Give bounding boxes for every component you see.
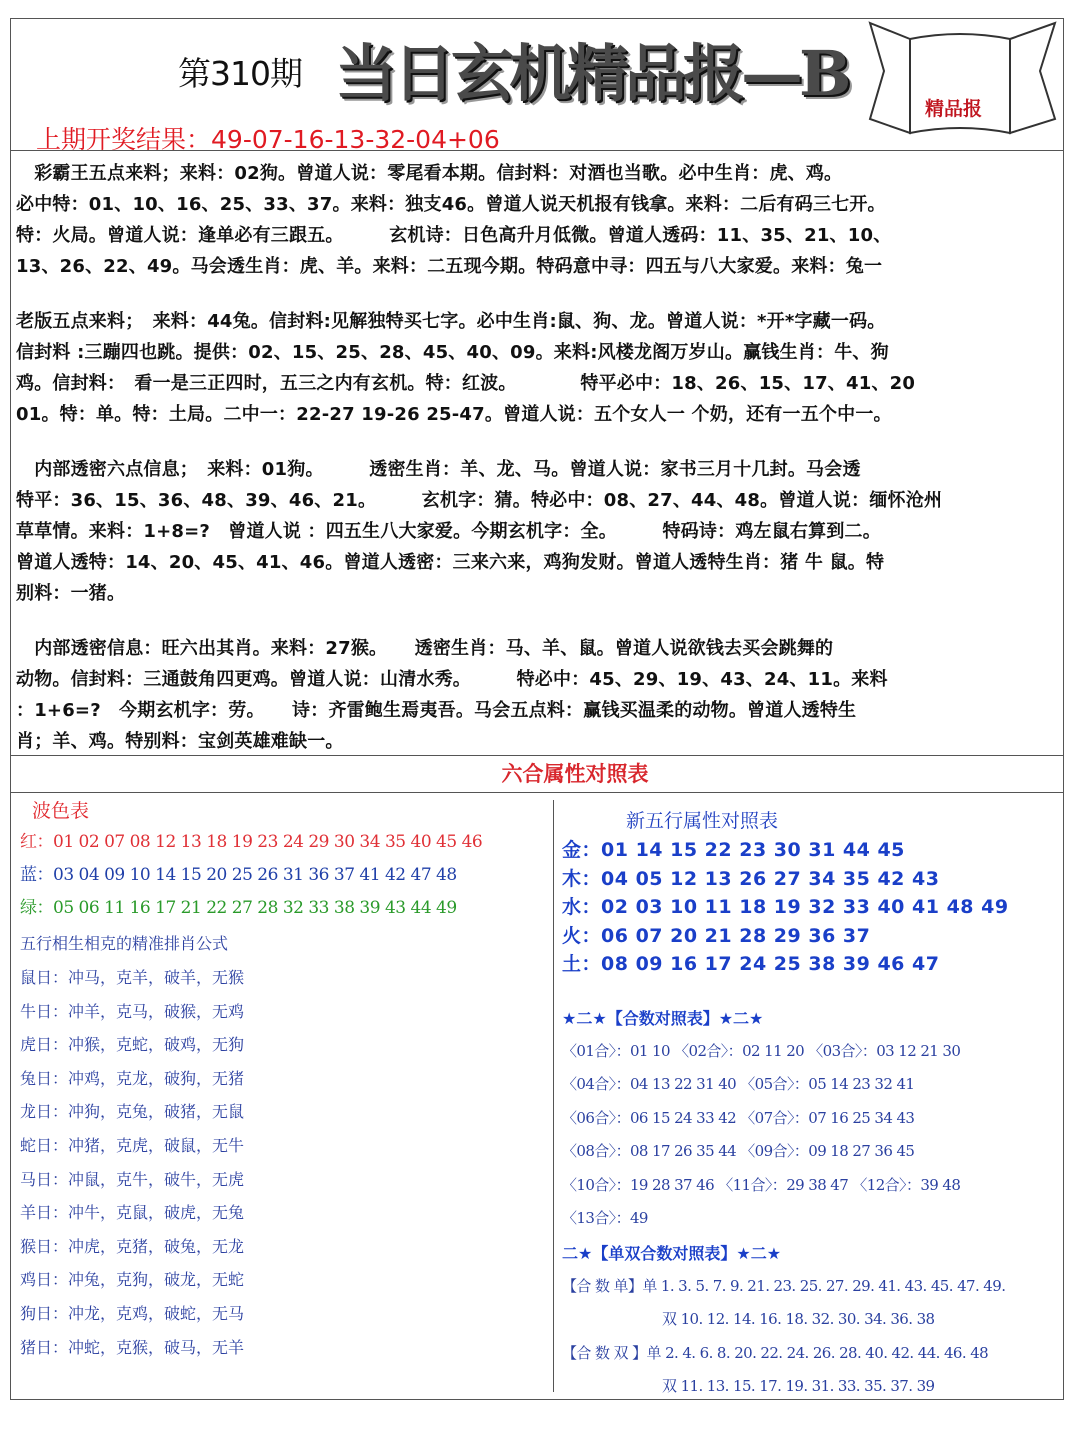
- element-numbers: 08 09 16 17 24 25 38 39 46 47: [601, 953, 940, 975]
- odd-even-row: 【合 数 双 】单 2. 4. 6. 8. 20. 22. 24. 26. 28. 40. 42. 44. 46. 48: [562, 1343, 989, 1362]
- sum-row: 〈08合〉：08 17 26 35 44 〈09合〉：09 18 27 36 45: [562, 1142, 915, 1160]
- five-elements-title: 新五行属性对照表: [626, 810, 779, 832]
- formula-row: 猪日：冲蛇，克猴，破马，无羊: [20, 1337, 245, 1357]
- formula-row: 马日：冲鼠，克牛，破牛，无虎: [20, 1169, 245, 1189]
- wave-numbers: 01 02 07 08 12 13 18 19 23 24 29 30 34 35 40 45 46: [53, 832, 483, 852]
- sum-table-title: ★二★【合数对照表】★二★: [562, 1008, 764, 1028]
- odd-even-table: [562, 1270, 1062, 1404]
- wave-label: 蓝：: [20, 865, 53, 885]
- formula-row: 鸡日：冲兔，克狗，破龙，无蛇: [20, 1270, 245, 1290]
- paragraph-gap: [16, 609, 1061, 633]
- body-line: 鸡。信封料： 看一是三正四时，五三之内有玄机。特：红波。 特平必中：18、26、15、17、41、20: [16, 373, 916, 394]
- sum-row: 〈01合〉：01 10 〈02合〉：02 11 20 〈03合〉：03 12 21 30: [562, 1041, 961, 1060]
- page-title: 当日玄机精品报—B: [335, 37, 848, 110]
- wave-color-title: 波色表: [32, 800, 90, 822]
- formula-row: 虎日：冲猴，克蛇，破鸡，无狗: [20, 1035, 245, 1055]
- element-numbers: 01 14 15 22 23 30 31 44 45: [601, 839, 905, 861]
- issue-number: 第310期: [178, 54, 302, 93]
- banner-ribbon-icon: [850, 15, 1072, 155]
- element-numbers: 02 03 10 11 18 19 32 33 40 41 48 49: [601, 896, 1009, 918]
- odd-even-row: 双 11. 13. 15. 17. 19. 31. 33. 35. 37. 39: [662, 1377, 935, 1395]
- formula-row: 狗日：冲龙，克鸡，破蛇，无马: [20, 1303, 245, 1323]
- formula-row: 龙日：冲狗，克兔，破猪，无鼠: [20, 1102, 245, 1122]
- divider: [11, 150, 1063, 151]
- wave-color-table: [20, 826, 545, 925]
- body-line: 信封料 :三蹦四也跳。提供：02、15、25、28、45、40、09。来料:风楼龙阁万岁山。赢钱生肖：牛、狗: [16, 342, 889, 363]
- sum-row: 〈06合〉：06 15 24 33 42 〈07合〉：07 16 25 34 43: [562, 1108, 915, 1127]
- sum-table: [562, 1035, 1062, 1236]
- element-row: [562, 893, 1062, 922]
- right-column: [562, 806, 1062, 1404]
- element-label: 木：: [562, 867, 602, 890]
- sum-row: 〈10合〉：19 28 37 46 〈11合〉：29 38 47 〈12合〉：39 48: [562, 1175, 961, 1194]
- badge-label: 精品报: [925, 98, 983, 120]
- wave-numbers: 03 04 09 10 14 15 20 25 26 31 36 37 41 42 47 48: [53, 865, 457, 885]
- body-line: 内部透密信息：旺六出其肖。来料：27猴。 透密生肖：马、羊、鼠。曾道人说欲钱去买会跳舞的: [16, 638, 834, 659]
- body-line: 内部透密六点信息； 来料：01狗。 透密生肖：羊、龙、马。曾道人说：家书三月十几封。马会透: [16, 459, 861, 480]
- formula-row: 蛇日：冲猪，克虎，破鼠，无牛: [20, 1135, 245, 1155]
- body-line: ：1+6=? 今期玄机字：劳。 诗：齐雷鲍生焉夷吾。马会五点料：赢钱买温柔的动物。曾道人透特生: [16, 700, 857, 721]
- wave-row: [20, 826, 545, 859]
- wave-row: [20, 892, 545, 925]
- body-line: 彩霸王五点来料；来料：02狗。曾道人说：零尾看本期。信封料：对酒也当歌。必中生肖：虎、鸡。: [16, 163, 843, 184]
- element-label: 火：: [562, 924, 602, 947]
- wave-row: [20, 859, 545, 892]
- body-line: 曾道人透特：14、20、45、41、46。曾道人透密：三来六来，鸡狗发财。曾道人透特生肖：猪 牛 鼠。特: [16, 552, 885, 573]
- formula-row: 兔日：冲鸡，克龙，破狗，无猪: [20, 1068, 245, 1088]
- body-line: 老版五点来料； 来料：44兔。信封料:见解独特买七字。必中生肖:鼠、狗、龙。曾道人说：*开*字藏一码。: [16, 311, 886, 332]
- left-column: [20, 796, 545, 1364]
- element-numbers: 04 05 12 13 26 27 34 35 42 43: [601, 867, 940, 890]
- element-row: [562, 950, 1062, 979]
- element-row: [562, 922, 1062, 951]
- formula-row: 鼠日：冲马，克羊，破羊，无猴: [20, 968, 245, 987]
- body-line: 别料：一猪。: [16, 583, 126, 604]
- wave-label: 绿：: [20, 898, 53, 918]
- table-title: 六合属性对照表: [501, 762, 649, 786]
- odd-even-row: 【合 数 单】单 1. 3. 5. 7. 9. 21. 23. 25. 27. 29. 41. 43. 45. 47. 49.: [562, 1276, 1006, 1295]
- header: [0, 0, 1080, 154]
- paragraph-gap: [16, 430, 1061, 454]
- sum-row: 〈13合〉：49: [562, 1209, 648, 1227]
- element-label: 水：: [562, 896, 602, 918]
- element-numbers: 06 07 20 21 28 29 36 37: [601, 924, 871, 947]
- body-line: 特平：36、15、36、48、39、46、21。 玄机字：猜。特必中：08、27、44、48。曾道人说：缅怀沧州: [16, 490, 943, 511]
- paragraph-gap: [16, 282, 1061, 306]
- sum-row: 〈04合〉：04 13 22 31 40 〈05合〉：05 14 23 32 41: [562, 1075, 915, 1093]
- last-result-value: 49-07-16-13-32-04+06: [211, 125, 500, 154]
- body-line: 肖；羊、鸡。特别料：宝剑英雄难缺一。: [16, 731, 344, 752]
- wave-label: 红：: [20, 832, 53, 852]
- body-line: 01。特：单。特：土局。二中一：22-27 19-26 25-47。曾道人说：五个女人一 个奶，还有一五个中一。: [16, 404, 892, 425]
- body-line: 草草情。来料：1+8=? 曾道人说 ：四五生八大家爱。今期玄机字：全。 特码诗：鸡左鼠右算到二。: [16, 521, 881, 542]
- column-divider: [553, 800, 554, 1392]
- divider: [11, 792, 1063, 793]
- element-label: 金：: [562, 839, 602, 861]
- divider: [11, 755, 1063, 756]
- article-body: [16, 158, 1061, 757]
- formula-row: 羊日：冲牛，克鼠，破虎，无兔: [20, 1203, 245, 1223]
- body-line: 特：火局。曾道人说：逢单必有三跟五。 玄机诗：日色高升月低微。曾道人透码：11、35、21、10、: [16, 225, 892, 246]
- formula-row: 猴日：冲虎，克猪，破兔，无龙: [20, 1236, 245, 1256]
- five-elements-table: [562, 836, 1062, 979]
- odd-even-title: 二★【单双合数对照表】★二★: [562, 1243, 782, 1263]
- formula-title: 五行相生相克的精准排肖公式: [20, 934, 229, 953]
- formula-row: 牛日：冲羊，克马，破猴，无鸡: [20, 1001, 245, 1021]
- body-line: 动物。信封料：三通鼓角四更鸡。曾道人说：山清水秀。 特必中：45、29、19、43、24、11。来料: [16, 669, 888, 690]
- last-result-label: 上期开奖结果：: [36, 125, 212, 154]
- body-line: 13、26、22、49。马会透生肖：虎、羊。来料：二五现今期。特码意中寻：四五与八大家爱。来料：兔一: [16, 256, 883, 277]
- formula-list: [20, 961, 545, 1364]
- odd-even-row: 双 10. 12. 14. 16. 18. 32. 30. 34. 36. 38: [662, 1310, 935, 1328]
- element-label: 土：: [562, 953, 602, 975]
- element-row: [562, 865, 1062, 894]
- element-row: [562, 836, 1062, 865]
- wave-numbers: 05 06 11 16 17 21 22 27 28 32 33 38 39 43 44 49: [53, 898, 457, 918]
- body-line: 必中特：01、10、16、25、33、37。来料：独支46。曾道人说天机报有钱拿。来料：二后有码三七开。: [16, 194, 886, 215]
